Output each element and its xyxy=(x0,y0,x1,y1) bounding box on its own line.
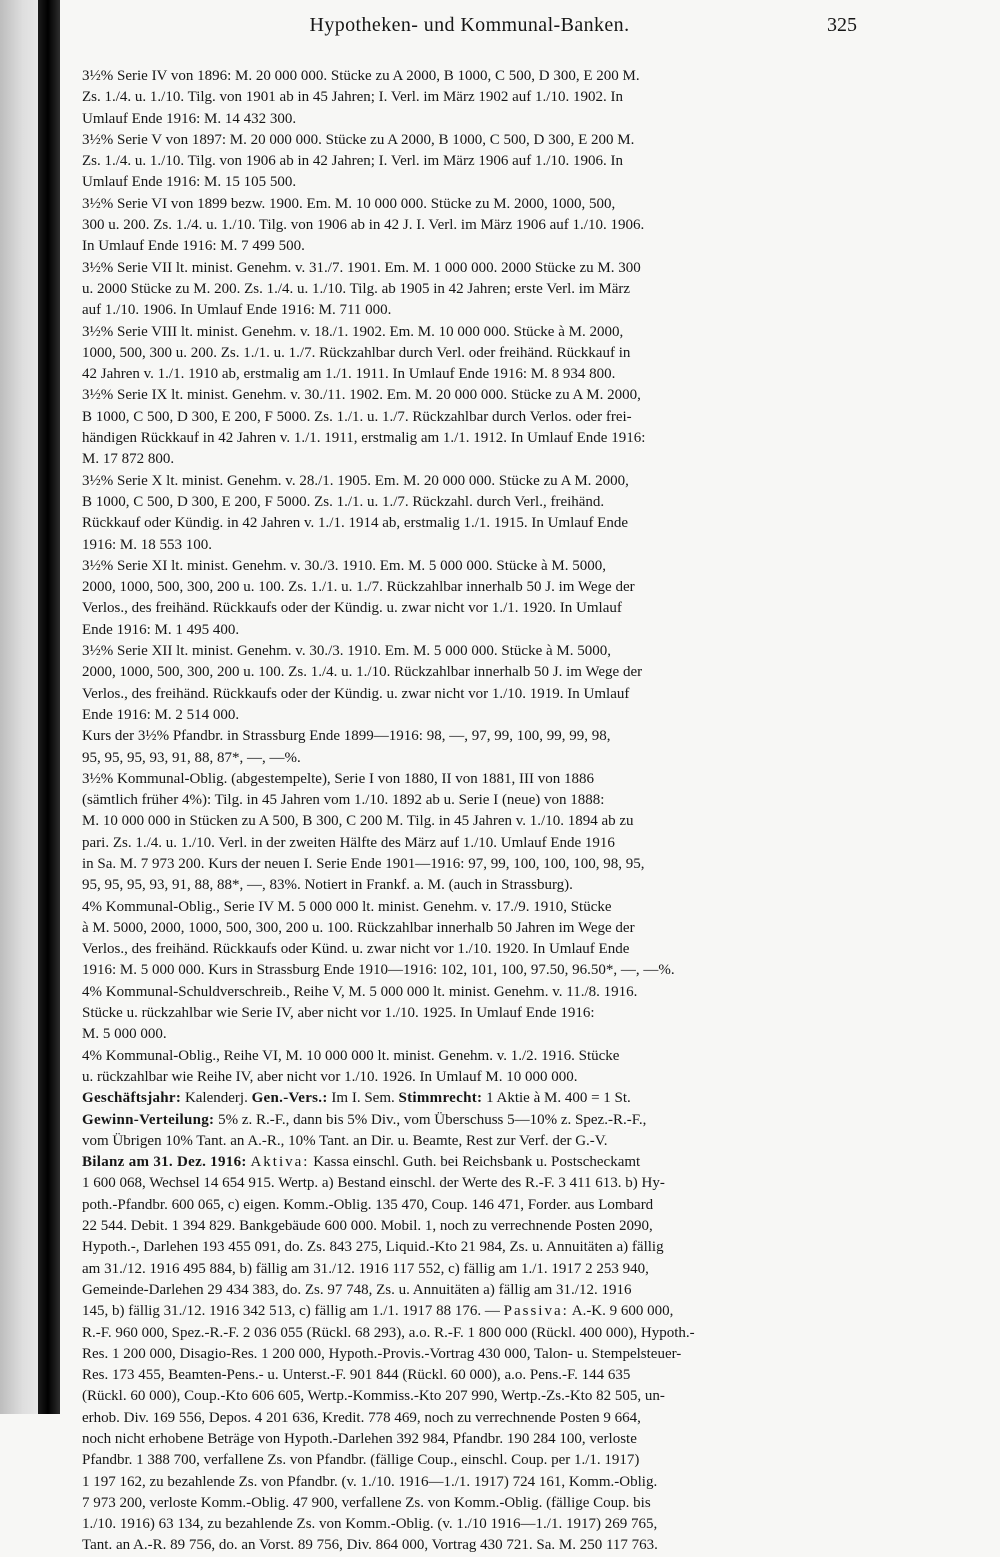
running-title: Hypotheken- und Kommunal-Banken. xyxy=(309,14,630,36)
bilanz-line: 22 544. Debit. 1 394 829. Bankgebäude 600 000. Mobil. 1, noch zu verrechnende Posten 2090, xyxy=(82,1218,653,1235)
passiva-line: 1./10. 1916) 63 134, zu bezahlende Zs. von Komm.-Oblig. (v. 1./10 1916—1./1. 1917) 269 765, xyxy=(82,1516,658,1533)
text-line: 3½% Serie VIII lt. minist. Genehm. v. 18./1. 1902. Em. M. 10 000 000. Stücke à M. 2000, xyxy=(82,323,624,340)
text-line: Umlauf Ende 1916: M. 15 105 500. xyxy=(82,174,297,191)
text-line: 3½% Serie XII lt. minist. Genehm. v. 30./3. 1910. Em. M. 5 000 000. Stücke à M. 5000, xyxy=(82,643,611,660)
document-page xyxy=(82,14,857,1557)
passiva-line: R.-F. 960 000, Spez.-R.-F. 2 036 055 (Rückl. 68 293), a.o. R.-F. 1 800 000 (Rückl. 400 000), Hypoth.- xyxy=(82,1324,695,1341)
bond-series-text xyxy=(82,66,857,1088)
gewinn-text-1: 5% z. R.-F., dann bis 5% Div., vom Überschuss 5—10% z. Spez.-R.-F., xyxy=(218,1111,647,1128)
passiva-first-text: A.-K. 9 600 000, xyxy=(571,1303,674,1320)
text-line: Zs. 1./4. u. 1./10. Tilg. von 1906 ab in 42 Jahren; I. Verl. im März 1906 auf 1./10. 1906. In xyxy=(82,153,623,170)
text-line: In Umlauf Ende 1916: M. 7 499 500. xyxy=(82,238,305,255)
text-line: 2000, 1000, 500, 300, 200 u. 100. Zs. 1./4. u. 1./10. Rückzahlbar innerhalb 50 J. im Wege der xyxy=(82,664,643,681)
passiva-line: Res. 173 455, Beamten-Pens.- u. Unterst.-F. 901 844 (Rückl. 60 000), a.o. Pens.-F. 144 635 xyxy=(82,1367,631,1384)
passiva-label: Passiva: xyxy=(503,1303,569,1320)
text-line: 3½% Serie IX lt. minist. Genehm. v. 30./11. 1902. Em. M. 20 000 000. Stücke zu A M. 2000, xyxy=(82,387,641,404)
text-line: 3½% Kommunal-Oblig. (abgestempelte), Serie I von 1880, II von 1881, III von 1886 xyxy=(82,770,594,787)
text-line: 3½% Serie X lt. minist. Genehm. v. 28./1. 1905. Em. M. 20 000 000. Stücke zu A M. 2000, xyxy=(82,472,629,489)
text-line: 4% Kommunal-Schuldverschreib., Reihe V, M. 5 000 000 lt. minist. Genehm. v. 11./8. 1916. xyxy=(82,983,638,1000)
gen-vers-text: Im I. Sem. xyxy=(331,1090,395,1107)
text-line: (sämtlich früher 4%): Tilg. in 45 Jahren vom 1./10. 1892 ab u. Serie I (neue) von 1888: xyxy=(82,792,605,809)
text-line: 3½% Serie V von 1897: M. 20 000 000. Stücke zu A 2000, B 1000, C 500, D 300, E 200 M. xyxy=(82,131,635,148)
text-line: à M. 5000, 2000, 1000, 500, 300, 200 u. 100. Rückzahlbar innerhalb 50 Jahren im Wege der xyxy=(82,919,635,936)
text-line: Verlos., des freihänd. Rückkaufs oder der Kündig. u. zwar nicht vor 1./1. 1920. In Umlauf xyxy=(82,600,622,617)
passiva-line: (Rückl. 60 000), Coup.-Kto 606 605, Wertp.-Kommiss.-Kto 207 990, Wertp.-Zs.-Kto 82 505, un- xyxy=(82,1388,665,1405)
text-line: u. 2000 Stücke zu M. 200. Zs. 1./4. u. 1./10. Tilg. ab 1905 in 42 Jahren; erste Verl. im März xyxy=(82,280,631,297)
text-line: 3½% Serie VI von 1899 bezw. 1900. Em. M. 10 000 000. Stücke zu M. 2000, 1000, 500, xyxy=(82,195,616,212)
bilanz-passiva-text xyxy=(82,1323,857,1557)
body-text xyxy=(82,66,857,1557)
text-line: Rückkauf oder Kündig. in 42 Jahren v. 1./1. 1914 ab, erstmalig 1./1. 1915. In Umlauf Ende xyxy=(82,515,629,532)
text-line: 95, 95, 95, 93, 91, 88, 87*, —, —%. xyxy=(82,749,301,766)
passiva-line: Tant. an A.-R. 89 756, do. an Vorst. 89 756, Div. 864 000, Vortrag 430 721. Sa. M. 250 117 763. xyxy=(82,1537,658,1554)
text-line: Stücke u. rückzahlbar wie Serie IV, aber nicht vor 1./10. 1925. In Umlauf Ende 1916: xyxy=(82,1005,595,1022)
text-line: u. rückzahlbar wie Reihe IV, aber nicht vor 1./10. 1926. In Umlauf M. 10 000 000. xyxy=(82,1068,578,1085)
text-line: 1916: M. 18 553 100. xyxy=(82,536,213,553)
passiva-line: noch nicht erhobene Beträge von Hypoth.-Darlehen 392 984, Pfandbr. 190 284 100, verloste xyxy=(82,1431,637,1447)
text-line: 1916: M. 5 000 000. Kurs in Strassburg Ende 1910—1916: 102, 101, 100, 97.50, 96.50*, —, —%. xyxy=(82,962,675,979)
text-line: Kurs der 3½% Pfandbr. in Strassburg Ende 1899—1916: 98, —, 97, 99, 100, 99, 99, 98, xyxy=(82,728,611,745)
text-line: 3½% Serie IV von 1896: M. 20 000 000. Stücke zu A 2000, B 1000, C 500, D 300, E 200 M. xyxy=(82,68,640,84)
text-line: pari. Zs. 1./4. u. 1./10. Verl. in der zweiten Hälfte des März auf 1./10. Umlauf Ende 1916 xyxy=(82,834,615,851)
text-line: 3½% Serie VII lt. minist. Genehm. v. 31./7. 1901. Em. M. 1 000 000. 2000 Stücke zu M. 300 xyxy=(82,259,641,276)
passiva-line: Pfandbr. 1 388 700, verfallene Zs. von Pfandbr. (fällige Coup., einschl. Coup. per 1./1. 1917) xyxy=(82,1452,640,1469)
geschaeftsjahr-text: Kalenderj. xyxy=(184,1090,248,1107)
text-line: 4% Kommunal-Oblig., Reihe VI, M. 10 000 000 lt. minist. Genehm. v. 1./2. 1916. Stücke xyxy=(82,1047,620,1064)
bilanz-line: Hypoth.-, Darlehen 193 455 091, do. Zs. 843 275, Liquid.-Kto 21 984, Zs. u. Annuitäten a) fällig xyxy=(82,1239,664,1256)
gewinn-label: Gewinn-Verteilung: xyxy=(82,1111,215,1128)
bilanz-line: Gemeinde-Darlehen 29 434 383, do. Zs. 97 748, Zs. u. Annuitäten a) fällig am 31./12. 1916 xyxy=(82,1281,632,1298)
text-line: M. 17 872 800. xyxy=(82,451,175,468)
text-line: 3½% Serie XI lt. minist. Genehm. v. 30./3. 1910. Em. M. 5 000 000. Stücke à M. 5000, xyxy=(82,557,606,574)
aktiva-label: Aktiva: xyxy=(250,1154,310,1171)
passiva-line: Res. 1 200 000, Disagio-Res. 1 200 000, Hypoth.-Provis.-Vortrag 430 000, Talon- u. Stempelsteuer- xyxy=(82,1345,682,1362)
text-line: auf 1./10. 1906. In Umlauf Ende 1916: M. 711 000. xyxy=(82,302,392,319)
text-line: 4% Kommunal-Oblig., Serie IV M. 5 000 000 lt. minist. Genehm. v. 17./9. 1910, Stücke xyxy=(82,898,612,915)
bilanz-first-text: Kassa einschl. Guth. bei Reichsbank u. Postscheckamt xyxy=(313,1154,641,1171)
stimmrecht-label: Stimmrecht: xyxy=(398,1090,483,1107)
bilanz-line: am 31./12. 1916 495 884, b) fällig am 31./12. 1916 117 552, c) fällig am 1./1. 1917 2 253 940, xyxy=(82,1260,649,1277)
text-line: Ende 1916: M. 1 495 400. xyxy=(82,621,240,638)
passiva-line: 1 197 162, zu bezahlende Zs. von Pfandbr. (v. 1./10. 1916—1./1. 1917) 724 161, Komm.-Oblig. xyxy=(82,1473,658,1490)
text-line: 1000, 500, 300 u. 200. Zs. 1./1. u. 1./7. Rückzahlbar durch Verl. oder freihänd. Rückkauf in xyxy=(82,344,631,361)
geschaeftsjahr-label: Geschäftsjahr: xyxy=(82,1090,182,1107)
text-line: in Sa. M. 7 973 200. Kurs der neuen I. Serie Ende 1901—1916: 97, 99, 100, 100, 100, 98, 95, xyxy=(82,855,645,872)
bilanz-label: Bilanz am 31. Dez. 1916: xyxy=(82,1154,247,1171)
text-line: Verlos., des freihänd. Rückkaufs oder Künd. u. zwar nicht vor 1./10. 1920. In Umlauf Ende xyxy=(82,941,630,958)
text-line: Zs. 1./4. u. 1./10. Tilg. von 1901 ab in 45 Jahren; I. Verl. im März 1902 auf 1./10. 1902. In xyxy=(82,89,623,106)
bilanz-first-line xyxy=(82,1152,857,1173)
bilanz-line: poth.-Pfandbr. 600 065, c) eigen. Komm.-Oblig. 135 470, Coup. 146 471, Forder. aus Lombard xyxy=(82,1196,654,1213)
text-line: M. 10 000 000 in Stücken zu A 500, B 300, C 200 M. Tilg. in 45 Jahren v. 1./10. 1894 ab zu xyxy=(82,813,634,830)
page-gutter xyxy=(0,0,38,1414)
binding-shadow xyxy=(38,0,60,1414)
gewinn-line-1 xyxy=(82,1110,857,1131)
text-line: 2000, 1000, 500, 300, 200 u. 100. Zs. 1./1. u. 1./7. Rückzahlbar innerhalb 50 J. im Wege der xyxy=(82,579,635,596)
gen-vers-label: Gen.-Vers.: xyxy=(251,1090,328,1107)
text-line: B 1000, C 500, D 300, E 200, F 5000. Zs. 1./1. u. 1./7. Rückzahl. durch Verl., freihänd. xyxy=(82,493,605,510)
text-line: 42 Jahren v. 1./1. 1910 ab, erstmalig am 1./1. 1911. In Umlauf Ende 1916: M. 8 934 800. xyxy=(82,366,616,383)
text-line: 300 u. 200. Zs. 1./4. u. 1./10. Tilg. von 1906 ab in 42 J. I. Verl. im März 1906 auf 1./10. 1906. xyxy=(82,217,645,234)
text-line: Verlos., des freihänd. Rückkaufs oder der Kündig. u. zwar nicht vor 1./10. 1919. In Umlauf xyxy=(82,685,630,702)
geschaeftsjahr-line xyxy=(82,1088,857,1109)
text-line: Ende 1916: M. 2 514 000. xyxy=(82,706,240,723)
text-line: B 1000, C 500, D 300, E 200, F 5000. Zs. 1./1. u. 1./7. Rückzahlbar durch Verlos. oder frei- xyxy=(82,408,632,425)
page-header xyxy=(82,14,857,46)
stimmrecht-text: 1 Aktie à M. 400 = 1 St. xyxy=(486,1090,631,1107)
page-number: 325 xyxy=(827,14,857,36)
text-line: M. 5 000 000. xyxy=(82,1026,167,1043)
bilanz-last-aktiva-text: 145, b) fällig 31./12. 1916 342 513, c) fällig am 1./1. 1917 88 176. — xyxy=(82,1303,500,1320)
bilanz-aktiva-text xyxy=(82,1173,857,1301)
text-line: Umlauf Ende 1916: M. 14 432 300. xyxy=(82,110,297,127)
passiva-line: 7 973 200, verloste Komm.-Oblig. 47 900, verfallene Zs. von Komm.-Oblig. (fällige Coup. bis xyxy=(82,1494,651,1511)
text-line: händigen Rückkauf in 42 Jahren v. 1./1. 1911, erstmalig am 1./1. 1912. In Umlauf Ende 1916: xyxy=(82,430,646,447)
text-line: 95, 95, 95, 93, 91, 88, 88*, —, 83%. Notiert in Frankf. a. M. (auch in Strassburg). xyxy=(82,877,573,894)
bilanz-last-aktiva-line xyxy=(82,1301,857,1322)
bilanz-line: 1 600 068, Wechsel 14 654 915. Wertp. a) Bestand einschl. der Werte des R.-F. 3 411 613. b) Hy- xyxy=(82,1175,665,1192)
gewinn-line-2: vom Übrigen 10% Tant. an A.-R., 10% Tant. an Dir. u. Beamte, Rest zur Verf. der G.-V. xyxy=(82,1132,608,1149)
passiva-line: erhob. Div. 169 556, Depos. 4 201 636, Kredit. 778 469, noch zu verrechnende Posten 9 664, xyxy=(82,1409,641,1426)
